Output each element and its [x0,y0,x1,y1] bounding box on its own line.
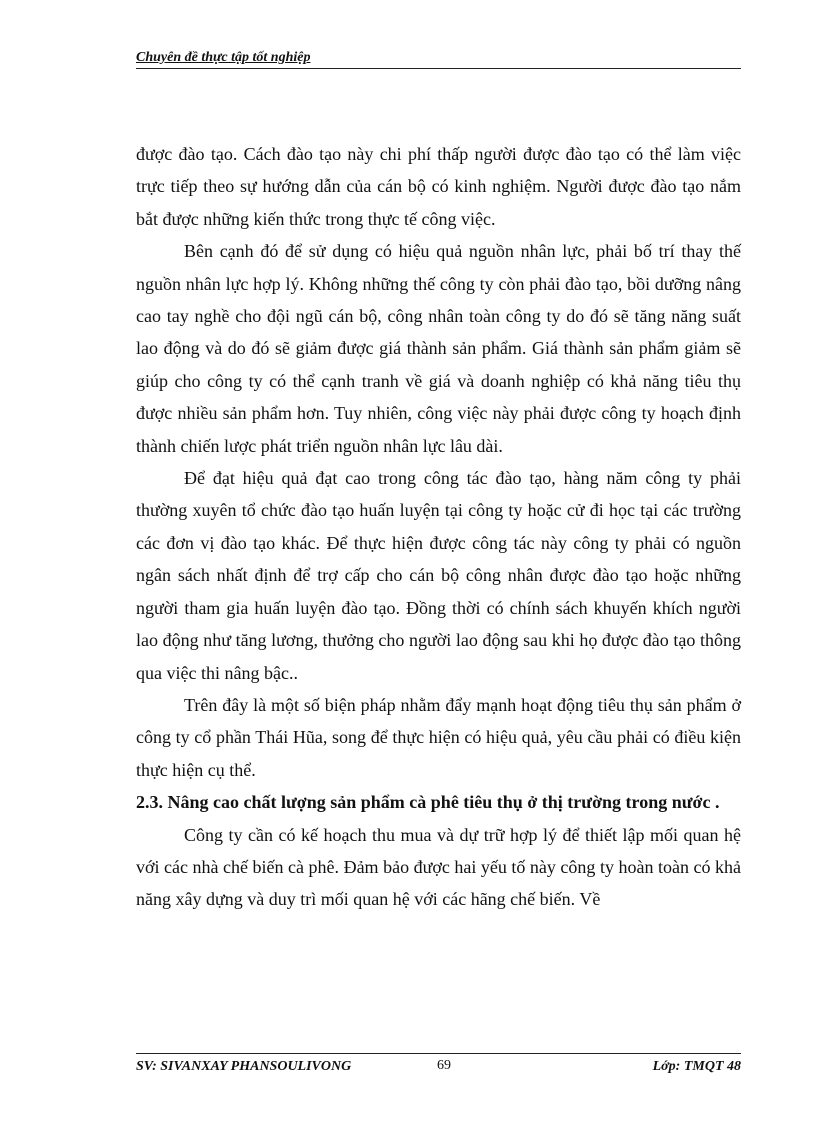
page-number: 69 [437,1058,451,1073]
paragraph-summary: Trên đây là một số biện pháp nhằm đẩy mạnh hoạt động tiêu thụ sản phẩm ở công ty cổ phần Thái Hũa, song để thực hiện có hiệu quả, yêu cầu phải có điều kiện thực hiện cụ thể. [136,694,741,780]
header-title: Chuyên đề thực tập tốt nghiệp [136,50,311,65]
page-header [136,48,741,69]
paragraph-purchasing: Công ty cần có kế hoạch thu mua và dự trữ hợp lý để thiết lập mối quan hệ với các nhà chế biến cà phê. Đảm bảo được hai yếu tố này công ty hoàn toàn có khả năng xây dựng và duy trì mối quan hệ với các hãng chế biến. Về [136,824,741,910]
document-body [136,138,741,916]
footer-class-label: Lớp: TMQT 48 [652,1059,741,1074]
footer-student-name: SV: SIVANXAY PHANSOULIVONG [136,1059,352,1074]
page-footer [136,1053,741,1078]
paragraph-training: Để đạt hiệu quả đạt cao trong công tác đào tạo, hàng năm công ty phải thường xuyên tổ chức đào tạo huấn luyện tại công ty hoặc cử đi học tại các trường các đơn vị đào tạo khác. Để thực hiện được công tác này công ty phải có nguồn ngân sách nhất định để trợ cấp cho cán bộ công nhân được đào tạo hoặc những người tham gia huấn luyện đào tạo. Đồng thời có chính sách khuyến khích người lao động như tăng lương, thưởng cho người lao động sau khi họ được đào tạo thông qua việc thi nâng bậc.. [136,468,741,683]
paragraph-human-resources: Bên cạnh đó để sử dụng có hiệu quả nguồn nhân lực, phải bố trí thay thế nguồn nhân lực hợp lý. Không những thế công ty còn phải đào tạo, bồi dưỡng nâng cao tay nghề cho đội ngũ cán bộ, công nhân toàn công ty do đó sẽ tăng năng suất lao động và do đó sẽ giảm được giá thành sản phẩm. Giá thành sản phẩm giảm sẽ giúp cho công ty có thể cạnh tranh về giá và doanh nghiệp có khả năng tiêu thụ được nhiều sản phẩm hơn. Tuy nhiên, công việc này phải được công ty hoạch định thành chiến lược phát triển nguồn nhân lực lâu dài. [136,241,741,456]
section-heading: 2.3. Nâng cao chất lượng sản phẩm cà phê tiêu thụ ở thị trường trong nước . [136,792,720,813]
paragraph-continuation: được đào tạo. Cách đào tạo này chi phí thấp người được đào tạo có thể làm việc trực tiếp theo sự hướng dẫn của cán bộ có kinh nghiệm. Người được đào tạo nắm bắt được những kiến thức trong thực tế công việc. [136,144,741,229]
